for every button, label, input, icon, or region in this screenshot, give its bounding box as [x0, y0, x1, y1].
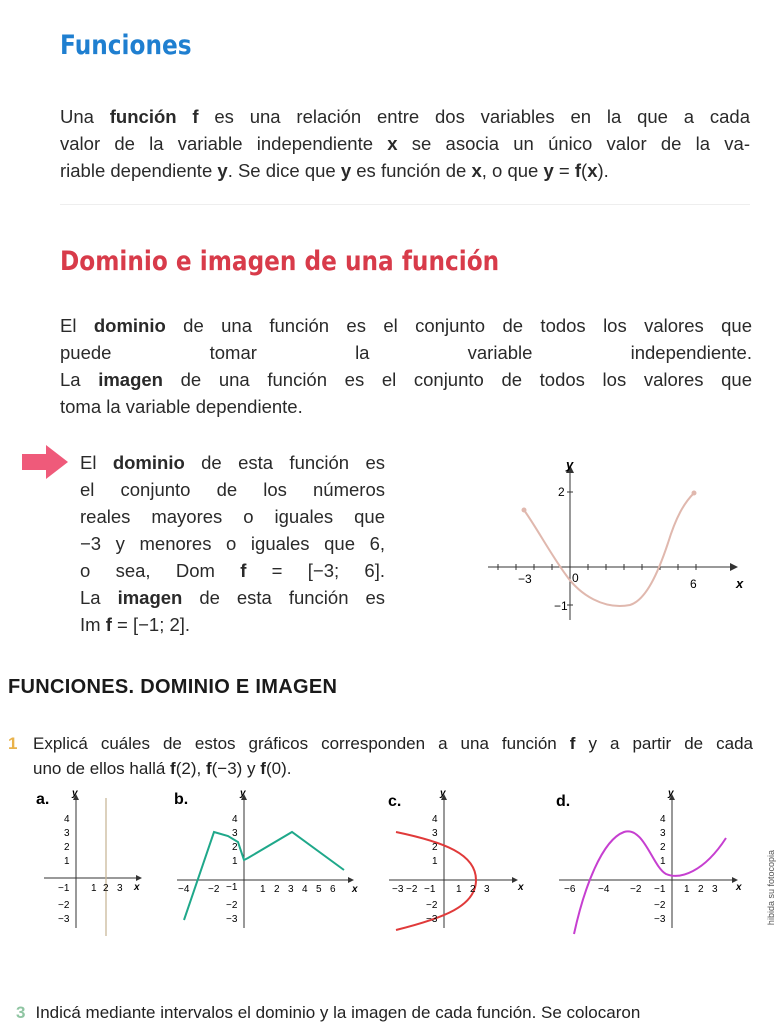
svg-text:1: 1	[232, 856, 238, 867]
text-line: uno de ellos hallá f(2), f(−3) y f(0).	[33, 759, 292, 778]
svg-text:−2: −2	[630, 884, 642, 895]
svg-text:3: 3	[117, 883, 123, 894]
svg-text:x: x	[352, 884, 358, 895]
paragraph-dominio-definition	[60, 312, 752, 420]
text-line: puede tomar la variable independiente.	[60, 342, 752, 363]
svg-text:4: 4	[432, 814, 438, 825]
svg-text:3: 3	[64, 828, 70, 839]
svg-text:3: 3	[432, 828, 438, 839]
svg-text:−2: −2	[426, 900, 438, 911]
svg-text:1: 1	[91, 883, 97, 894]
section-title-dominio-imagen: Dominio e imagen de una función	[60, 246, 500, 277]
function-curve	[184, 832, 344, 920]
text-line: Explicá cuáles de estos gráficos corresponden a una función f y a partir de cada	[33, 734, 753, 753]
paragraph-example	[80, 449, 385, 638]
svg-text:x: x	[736, 882, 742, 893]
question-number: 3	[16, 1003, 26, 1022]
graph-label: d.	[556, 793, 571, 810]
side-note: hibida su fotocopia	[766, 850, 776, 926]
svg-text:2: 2	[432, 842, 438, 853]
svg-text:3: 3	[484, 884, 490, 895]
svg-text:1: 1	[432, 856, 438, 867]
svg-text:2: 2	[232, 842, 238, 853]
function-curve	[524, 493, 694, 606]
svg-text:4: 4	[302, 884, 308, 895]
svg-text:−3: −3	[654, 914, 666, 925]
curve-endpoint	[522, 508, 527, 513]
svg-text:3: 3	[712, 884, 718, 895]
svg-text:−2: −2	[406, 884, 418, 895]
svg-text:x: x	[134, 882, 140, 893]
text-line: o sea, Dom f = [−3; 6].	[80, 560, 385, 581]
question-number: 1	[8, 734, 18, 753]
svg-text:−2: −2	[58, 900, 70, 911]
svg-text:−3: −3	[58, 914, 70, 925]
text-line: −3 y menores o iguales que 6,	[80, 533, 385, 554]
graph-label: b.	[174, 791, 189, 808]
svg-text:−4: −4	[178, 884, 190, 895]
svg-text:5: 5	[316, 884, 322, 895]
svg-text:−1: −1	[226, 882, 238, 893]
svg-text:x: x	[518, 882, 524, 893]
tick-label: −1	[554, 599, 568, 613]
section-title-funciones: Funciones	[60, 30, 192, 61]
question-1	[8, 731, 753, 781]
svg-text:−3: −3	[226, 914, 238, 925]
tick-label: −3	[518, 572, 532, 586]
svg-text:1: 1	[660, 856, 666, 867]
svg-text:−1: −1	[424, 884, 436, 895]
text-line: Im f = [−1; 2].	[80, 614, 191, 635]
svg-text:3: 3	[232, 828, 238, 839]
svg-text:y: y	[440, 788, 446, 799]
exercises-section-title: FUNCIONES. DOMINIO E IMAGEN	[8, 676, 338, 698]
graph-d	[554, 788, 749, 938]
function-curve	[574, 831, 726, 934]
svg-text:−3: −3	[426, 914, 438, 925]
text-line: toma la variable dependiente.	[60, 396, 303, 417]
svg-text:2: 2	[698, 884, 704, 895]
svg-text:3: 3	[660, 828, 666, 839]
svg-text:1: 1	[260, 884, 266, 895]
question-3-text: Indicá mediante intervalos el dominio y la imagen de cada función. Se colocaron	[35, 1003, 641, 1022]
text-line: La imagen de esta función es	[80, 587, 385, 608]
svg-text:y: y	[72, 788, 78, 799]
svg-text:4: 4	[64, 814, 70, 825]
svg-text:2: 2	[660, 842, 666, 853]
svg-text:−6: −6	[564, 884, 576, 895]
tick-label: 2	[558, 485, 565, 499]
main-function-graph	[488, 455, 753, 625]
svg-text:−3: −3	[392, 884, 404, 895]
svg-text:2: 2	[103, 883, 109, 894]
text-line: La imagen de una función es el conjunto de todos los valores que	[60, 369, 752, 390]
svg-text:1: 1	[64, 856, 70, 867]
curve-endpoint	[692, 491, 697, 496]
text-line: valor de la variable independiente x se asocia un único valor de la va-	[60, 133, 750, 154]
tick-label: 6	[690, 577, 697, 591]
svg-text:1: 1	[456, 884, 462, 895]
svg-text:1: 1	[684, 884, 690, 895]
graph-label: a.	[36, 791, 50, 808]
pink-arrow-icon	[22, 445, 68, 479]
svg-text:4: 4	[660, 814, 666, 825]
divider	[60, 204, 750, 205]
axis-label-y: y	[566, 457, 574, 472]
svg-text:−1: −1	[58, 883, 70, 894]
text-line: El dominio de una función es el conjunto de todos los valores que	[60, 315, 752, 336]
svg-text:2: 2	[470, 884, 476, 895]
svg-text:6: 6	[330, 884, 336, 895]
svg-text:−2: −2	[226, 900, 238, 911]
svg-text:−1: −1	[654, 884, 666, 895]
axis-label-x: x	[736, 576, 744, 591]
svg-text:3: 3	[288, 884, 294, 895]
svg-text:−2: −2	[654, 900, 666, 911]
graph-c	[384, 788, 534, 938]
svg-text:−2: −2	[208, 884, 220, 895]
text-line: Una función f es una relación entre dos variables en la que a cada	[60, 106, 751, 127]
svg-text:2: 2	[64, 842, 70, 853]
question-3	[16, 1003, 766, 1023]
svg-text:y: y	[668, 788, 674, 799]
svg-text:−4: −4	[598, 884, 610, 895]
graph-label: c.	[388, 793, 402, 810]
question-1-text	[33, 731, 753, 781]
graph-b	[172, 788, 367, 938]
paragraph-funcion-definition	[60, 103, 750, 184]
svg-text:y: y	[240, 788, 246, 799]
text-line: riable dependiente y. Se dice que y es función de x, o que y = f(x).	[60, 160, 609, 181]
svg-text:4: 4	[232, 814, 238, 825]
graph-a	[34, 788, 154, 938]
tick-label: 0	[572, 571, 579, 585]
text-line: el conjunto de los números	[80, 479, 385, 500]
text-line: reales mayores o iguales que	[80, 506, 385, 527]
svg-text:2: 2	[274, 884, 280, 895]
text-line: El dominio de esta función es	[80, 452, 385, 473]
